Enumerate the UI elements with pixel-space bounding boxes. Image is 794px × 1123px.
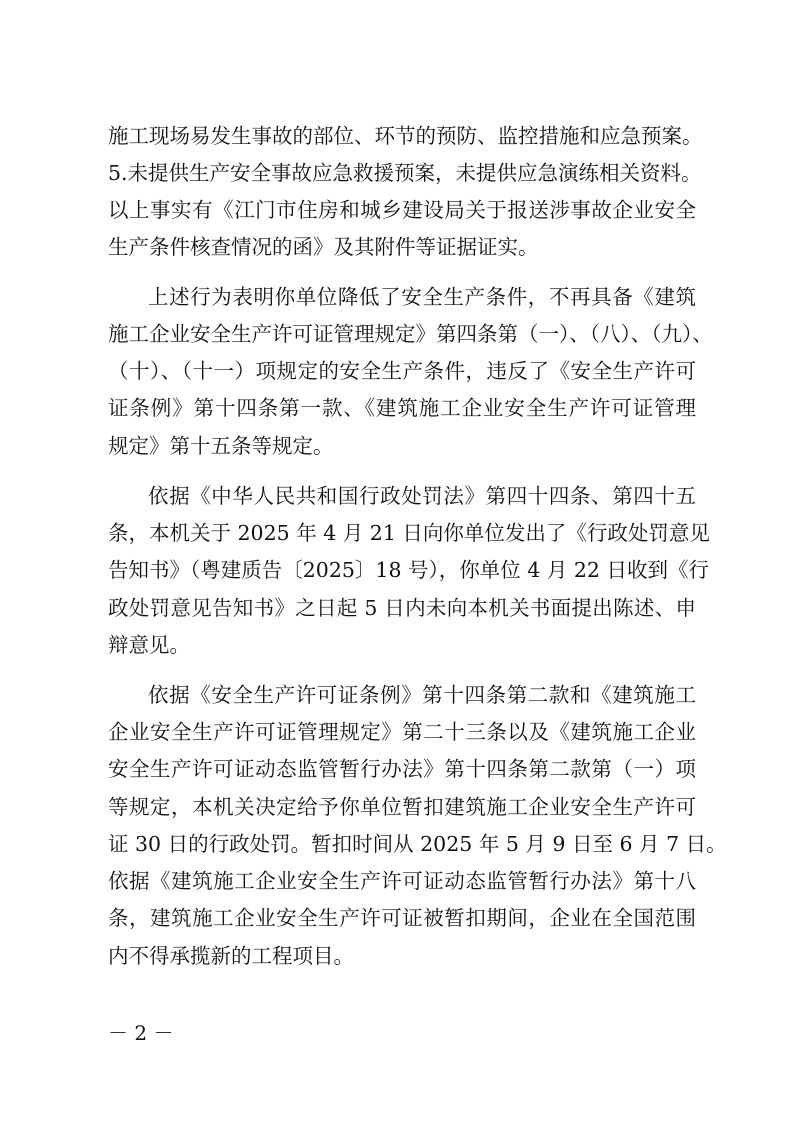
body-text-line: 告知书》（粤建质告〔2025〕18 号），你单位 4 月 22 日收到《行 <box>108 558 709 582</box>
body-text-line: 内不得承揽新的工程项目。 <box>108 944 354 968</box>
body-text-line: 企业安全生产许可证管理规定》第二十三条以及《建筑施工企业 <box>108 720 696 744</box>
body-text-line: 政处罚意见告知书》之日起 5 日内未向本机关书面提出陈述、申 <box>108 596 696 620</box>
body-text-line: （十）、（十一）项规定的安全生产条件，违反了《安全生产许可 <box>108 359 696 383</box>
body-text-line: 5.未提供生产安全事故应急救援预案，未提供应急演练相关资料。 <box>108 161 702 185</box>
page-number: － 2 － <box>108 1021 174 1045</box>
body-text-line: 生产条件核查情况的函》及其附件等证据证实。 <box>108 235 539 259</box>
paragraph-first-line: 依据《安全生产许可证条例》第十四条第二款和《建筑施工 <box>148 683 696 707</box>
body-text-line: 以上事实有《江门市住房和城乡建设局关于报送涉事故企业安全 <box>108 198 696 222</box>
body-text-line: 证 30 日的行政处罚。暂扣时间从 2025 年 5 月 9 日至 6 月 7 日。 <box>108 832 727 856</box>
paragraph-first-line: 依据《中华人民共和国行政处罚法》第四十四条、第四十五 <box>148 484 696 508</box>
body-text-line: 安全生产许可证动态监管暂行办法》第十四条第二款第（一）项 <box>108 757 696 781</box>
body-text-line: 辩意见。 <box>108 633 190 657</box>
body-text-line: 证条例》第十四条第一款、《建筑施工企业安全生产许可证管理 <box>108 396 696 420</box>
body-text-line: 条，本机关于 2025 年 4 月 21 日向你单位发出了《行政处罚意见 <box>108 521 710 545</box>
body-text-line: 条，建筑施工企业安全生产许可证被暂扣期间，企业在全国范围 <box>108 906 696 930</box>
body-text-line: 依据《建筑施工企业安全生产许可证动态监管暂行办法》第十八 <box>108 869 696 893</box>
paragraph-first-line: 上述行为表明你单位降低了安全生产条件，不再具备《建筑 <box>148 285 696 309</box>
body-text-line: 施工现场易发生事故的部位、环节的预防、监控措施和应急预案。 <box>108 124 703 148</box>
body-text-line: 规定》第十五条等规定。 <box>108 434 334 458</box>
body-text-line: 施工企业安全生产许可证管理规定》第四条第（一）、（八）、（九）、 <box>108 322 713 346</box>
body-text-line: 等规定，本机关决定给予你单位暂扣建筑施工企业安全生产许可 <box>108 795 696 819</box>
